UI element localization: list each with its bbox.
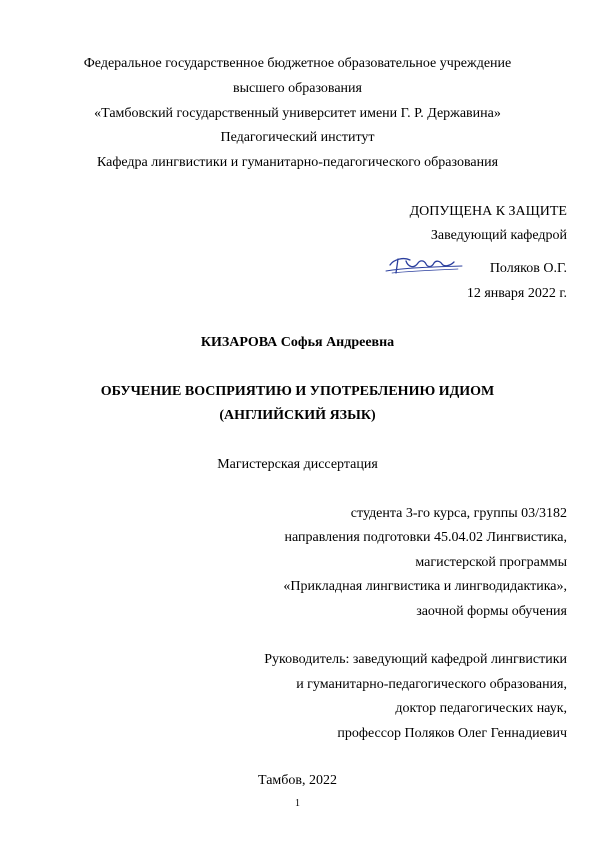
approval-head-name: Поляков О.Г. <box>489 261 567 276</box>
supervisor-line: профессор Поляков Олег Геннадиевич <box>337 726 567 741</box>
handwritten-signature <box>384 251 464 281</box>
city-year: Тамбов, 2022 <box>257 773 337 788</box>
student-info-line: направления подготовки 45.04.02 Лингвистика, <box>284 530 567 545</box>
document-type: Магистерская диссертация <box>217 457 378 472</box>
thesis-title-line2: (АНГЛИЙСКИЙ ЯЗЫК) <box>219 408 376 423</box>
approval-status: ДОПУЩЕНА К ЗАЩИТЕ <box>409 204 567 219</box>
supervisor-line: доктор педагогических наук, <box>395 701 567 716</box>
header-institution-line: Федеральное государственное бюджетное образовательное учреждение <box>83 56 512 71</box>
supervisor-line: Руководитель: заведующий кафедрой лингвистики <box>264 652 567 667</box>
author-name: КИЗАРОВА Софья Андреевна <box>200 335 395 350</box>
student-info-line: студента 3-го курса, группы 03/3182 <box>350 506 567 521</box>
student-info-line: «Прикладная лингвистика и лингводидактика», <box>283 579 567 594</box>
header-education-level: высшего образования <box>233 81 362 96</box>
student-info-line: магистерской программы <box>415 555 567 570</box>
header-department-name: Кафедра лингвистики и гуманитарно-педагогического образования <box>96 155 499 170</box>
thesis-title-line1: ОБУЧЕНИЕ ВОСПРИЯТИЮ И УПОТРЕБЛЕНИЮ ИДИОМ <box>100 384 495 399</box>
student-info-line: заочной формы обучения <box>416 604 567 619</box>
header-university-name: «Тамбовский государственный университет имени Г. Р. Державина» <box>94 106 501 121</box>
approval-role: Заведующий кафедрой <box>430 228 567 243</box>
supervisor-line: и гуманитарно-педагогического образования, <box>296 677 567 692</box>
header-institute-name: Педагогический институт <box>220 130 375 145</box>
approval-date: 12 января 2022 г. <box>466 286 567 301</box>
page-number: 1 <box>295 798 300 809</box>
